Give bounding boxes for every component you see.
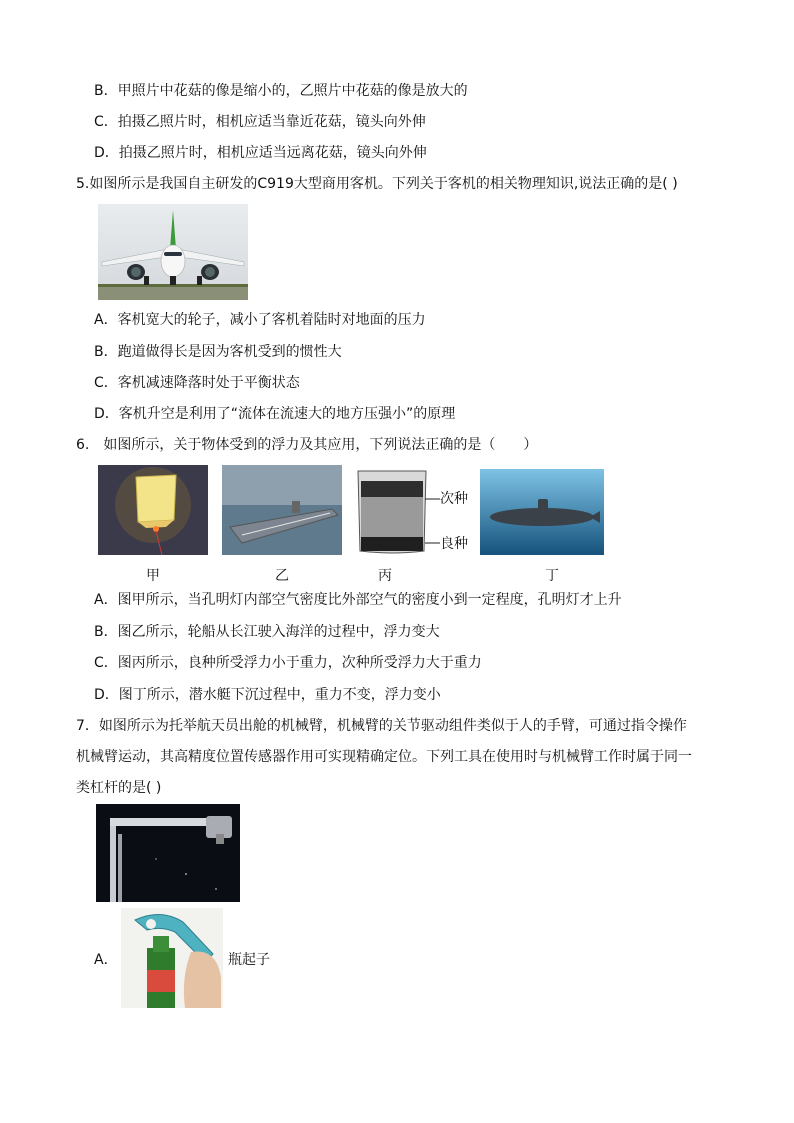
q7-option-a-text: 瓶起子: [228, 952, 270, 968]
q4-option-b: B．甲照片中花菇的像是缩小的，乙照片中花菇的像是放大的: [94, 83, 468, 99]
q5-option-b: B．跑道做得长是因为客机受到的惯性大: [94, 344, 342, 360]
caption-yi: 乙: [275, 568, 289, 584]
caption-ding: 丁: [545, 568, 559, 584]
q7-option-a-letter: A．: [94, 952, 118, 968]
seed-label-inferior: 次种: [440, 491, 468, 507]
caption-jia: 甲: [146, 568, 160, 584]
q5-stem: 5.如图所示是我国自主研发的C919大型商用客机。下列关于客机的相关物理知识,说法正确的是( ): [76, 176, 678, 192]
seed-label-good: 良种: [440, 536, 468, 552]
q7-stem-line-1: 7．如图所示为托举航天员出舱的机械臂，机械臂的关节驱动组件类似于人的手臂，可通过指令操作: [76, 718, 687, 734]
q6-option-a: A．图甲所示，当孔明灯内部空气密度比外部空气的密度小到一定程度，孔明灯才上升: [94, 592, 622, 608]
q6-option-b: B．图乙所示，轮船从长江驶入海洋的过程中，浮力变大: [94, 624, 440, 640]
seed-beaker-image: [354, 467, 430, 555]
aircraft-carrier-image: [222, 465, 342, 555]
seed-label-pointers: [425, 495, 441, 545]
bottle-opener-image: [121, 908, 223, 1008]
q6-option-d: D．图丁所示，潜水艇下沉过程中，重力不变，浮力变小: [94, 687, 441, 703]
q5-option-c: C．客机减速降落时处于平衡状态: [94, 375, 300, 391]
caption-bing: 丙: [378, 568, 392, 584]
q4-option-d: D．拍摄乙照片时，相机应适当远离花菇，镜头向外伸: [94, 145, 427, 161]
q6-option-c: C．图丙所示，良种所受浮力小于重力，次种所受浮力大于重力: [94, 655, 482, 671]
robotic-arm-image: [96, 804, 240, 902]
q5-option-a: A．客机宽大的轮子，减小了客机着陆时对地面的压力: [94, 312, 426, 328]
sky-lantern-image: [98, 465, 208, 555]
c919-airplane-image: [98, 204, 248, 300]
q7-stem-line-2: 机械臂运动，其高精度位置传感器作用可实现精确定位。下列工具在使用时与机械臂工作时属于同一: [76, 749, 692, 765]
q7-stem-line-3: 类杠杆的是( ): [76, 780, 162, 796]
q6-stem: 6. 如图所示，关于物体受到的浮力及其应用，下列说法正确的是（ ）: [76, 437, 538, 453]
q5-option-d: D．客机升空是利用了“流体在流速大的地方压强小”的原理: [94, 406, 456, 422]
submarine-image: [480, 469, 604, 555]
q4-option-c: C．拍摄乙照片时，相机应适当靠近花菇，镜头向外伸: [94, 114, 426, 130]
